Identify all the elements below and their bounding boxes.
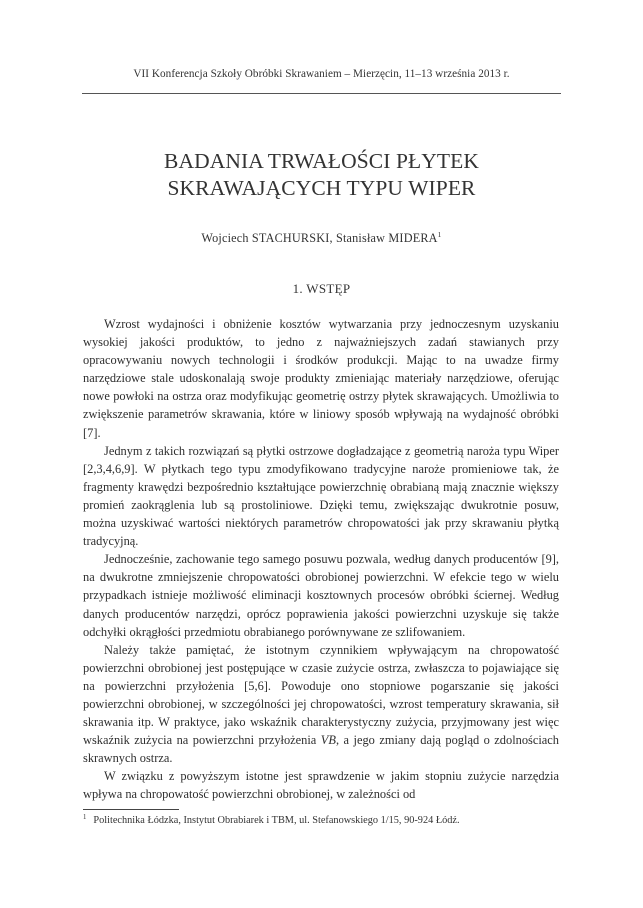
paragraph-2: Jednym z takich rozwiązań są płytki ostrzowe dogładzające z geometrią naroża typu Wiper [2,3,4,6,9]. W płytkach tego typu zmodyfikowano tradycyjne naroże promieniowe tak, że fragmenty krawędzi bezpośrednio kształtujące powierzchnię obrabianą mają znacznie większy promień zaokrąglenia lub są prostoliniowe. Dzięki temu, zwiększając dwukrotnie posuw, można uzyskiwać wartości niektórych parametrów chropowatości jak przy skrawaniu płytką tradycyjną. xyxy=(83,443,559,549)
paper-title-line-1: BADANIA TRWAŁOŚCI PŁYTEK xyxy=(164,149,479,173)
footnote xyxy=(83,815,563,826)
paragraph-1: Wzrost wydajności i obniżenie kosztów wytwarzania przy jednoczesnym uzyskaniu wysokiej jakości produktów, to jedno z najważniejszych zadań stawianych przy opracowywaniu nowych technologii i środków produkcji. Mając to na uwadze firmy narzędziowe stale udoskonalają swoje produkty zmieniając materiały narzędziowe, oferując nowe powłoki na ostrza oraz modyfikując geometrię ostrzy płytek skrawających. Umożliwia to zwiększenie parametrów skrawania, które w liniowy sposób wpływają na wydajność obróbki [7]. xyxy=(83,317,559,440)
paragraph-4 xyxy=(83,641,559,768)
vb-symbol: VB xyxy=(320,733,336,748)
paragraph-3: Jednocześnie, zachowanie tego samego posuwu pozwala, według danych producentów [9], na dwukrotne zmniejszenie chropowatości obrobionej powierzchni. W efekcie tego w wielu przypadkach istnieje możliwość eliminacji kosztownych procesów obróbki ściernej. Według danych producentów narzędzi, oprócz poprawienia jakości powierzchni uzyskuje się także odchyłki okrągłości przedmiotu obrabianego porównywane ze szlifowaniem. xyxy=(83,552,559,639)
section-body xyxy=(83,315,559,804)
paragraph-4-text-b: , a jego zmiany dają pogląd o zdolnościach skrawnych ostrza. xyxy=(83,733,559,766)
author-footnote-mark: 1 xyxy=(437,230,442,239)
running-header: VII Konferencja Szkoły Obróbki Skrawaniem – Mierzęcin, 11–13 września 2013 r. xyxy=(133,68,510,80)
footnote-mark: 1 xyxy=(83,814,87,821)
footnote-text: Politechnika Łódzka, Instytut Obrabiarek i TBM, ul. Stefanowskiego 1/15, 90-924 Łódź. xyxy=(93,815,460,826)
paper-title xyxy=(0,148,643,202)
author-names: Wojciech STACHURSKI, Stanisław MIDERA xyxy=(201,231,438,245)
paragraph-4-text-a: Należy także pamiętać, że istotnym czynnikiem wpływającym na chropowatość powierzchni obrobionej jest postępujące w czasie zużycie ostrza, zwłaszcza to pojawiające się na powierzchni przyłożenia [5,6]. Powoduje ono stopniowe pogarszanie się jakości powierzchni obrobionej, w szczególności jej chropowatości, wzrost temperatury skrawania, sił skrawania itp. W praktyce, jako wskaźnik charakterystyczny zużycia, przyjmowany jest więc wskaźnik zużycia na powierzchni przyłożenia xyxy=(83,642,559,748)
section-heading: 1. WSTĘP xyxy=(292,281,351,296)
footnote-rule xyxy=(83,809,179,810)
paper-title-line-2: SKRAWAJĄCYCH TYPU WIPER xyxy=(167,176,476,200)
header-rule xyxy=(82,93,561,94)
paper-authors xyxy=(0,231,643,246)
paragraph-5: W związku z powyższym istotne jest sprawdzenie w jakim stopniu zużycie narzędzia wpływa na chropowatość powierzchni obrobionej, w zależności od xyxy=(83,769,559,802)
